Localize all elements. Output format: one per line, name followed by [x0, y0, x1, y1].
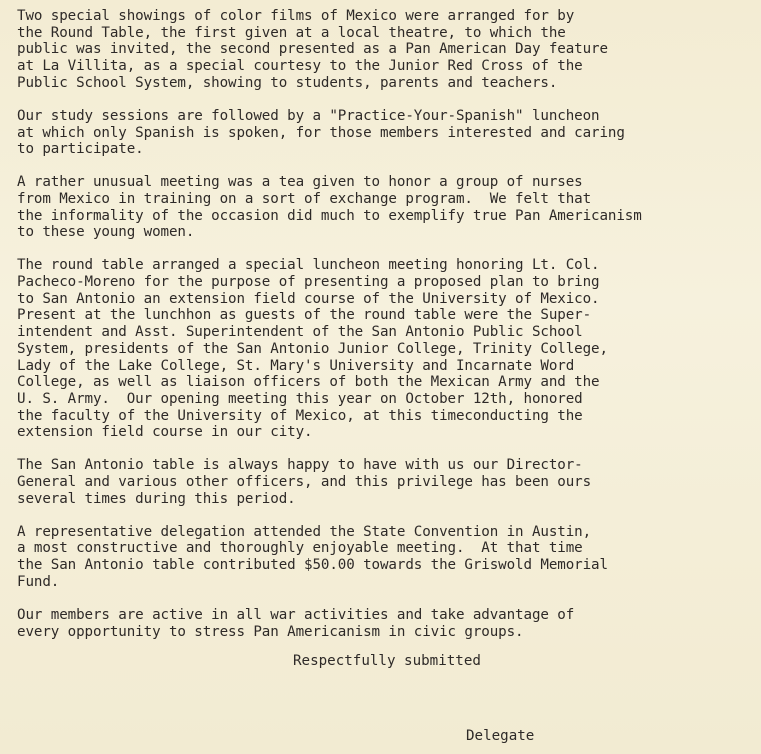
text-line: several times during this period.: [17, 490, 296, 507]
paragraph-director-general: [17, 457, 757, 507]
text-line: at La Villita, as a special courtesy to the Junior Red Cross of the: [17, 58, 583, 75]
text-line: a most constructive and thoroughly enjoyable meeting. At that time: [17, 540, 583, 557]
text-line: the informality of the occasion did much to exemplify true Pan Americanism: [17, 207, 642, 224]
paragraph-war-activities: [17, 607, 757, 640]
text-line: College, as well as liaison officers of both the Mexican Army and the: [17, 374, 600, 391]
text-line: A representative delegation attended the State Convention in Austin,: [17, 523, 592, 540]
paragraph-color-films: [17, 8, 757, 92]
text-line: to San Antonio an extension field course of the University of Mexico.: [17, 290, 600, 307]
text-line: public was invited, the second presented as a Pan American Day feature: [17, 41, 608, 58]
text-line: Public School System, showing to students, parents and teachers.: [17, 74, 558, 91]
text-line: the San Antonio table contributed $50.00 towards the Griswold Memorial: [17, 557, 608, 574]
text-line: U. S. Army. Our opening meeting this year on October 12th, honored: [17, 390, 583, 407]
paragraph-special-luncheon: [17, 257, 757, 441]
report-body: [17, 8, 757, 657]
text-line: the Round Table, the first given at a local theatre, to which the: [17, 24, 566, 41]
signature-title: Delegate: [466, 728, 535, 744]
paragraph-state-convention: [17, 524, 757, 591]
text-line: extension field course in our city.: [17, 424, 313, 441]
text-line: the faculty of the University of Mexico, at this timeconducting the: [17, 407, 583, 424]
text-line: Pacheco-Moreno for the purpose of presenting a proposed plan to bring: [17, 274, 600, 291]
text-line: at which only Spanish is spoken, for those members interested and caring: [17, 124, 625, 141]
text-line: The San Antonio table is always happy to have with us our Director-: [17, 457, 583, 474]
text-line: The round table arranged a special luncheon meeting honoring Lt. Col.: [17, 257, 600, 274]
text-line: Present at the lunchhon as guests of the round table were the Super-: [17, 307, 592, 324]
text-line: System, presidents of the San Antonio Junior College, Trinity College,: [17, 340, 608, 357]
text-line: Fund.: [17, 573, 60, 590]
text-line: A rather unusual meeting was a tea given to honor a group of nurses: [17, 174, 583, 191]
closing-salutation: Respectfully submitted: [293, 653, 481, 669]
text-line: to participate.: [17, 141, 144, 158]
text-line: intendent and Asst. Superintendent of the San Antonio Public School: [17, 324, 583, 341]
text-line: every opportunity to stress Pan Americanism in civic groups.: [17, 623, 524, 640]
paragraph-study-sessions: [17, 108, 757, 158]
text-line: from Mexico in training on a sort of exchange program. We felt that: [17, 190, 592, 207]
text-line: Lady of the Lake College, St. Mary's University and Incarnate Word: [17, 357, 575, 374]
text-line: Our study sessions are followed by a "Practice-Your-Spanish" luncheon: [17, 107, 600, 124]
text-line: to these young women.: [17, 224, 195, 241]
paragraph-nurses-tea: [17, 174, 757, 241]
text-line: General and various other officers, and this privilege has been ours: [17, 474, 592, 491]
text-line: Two special showings of color films of Mexico were arranged for by: [17, 8, 575, 24]
text-line: Our members are active in all war activities and take advantage of: [17, 606, 575, 623]
